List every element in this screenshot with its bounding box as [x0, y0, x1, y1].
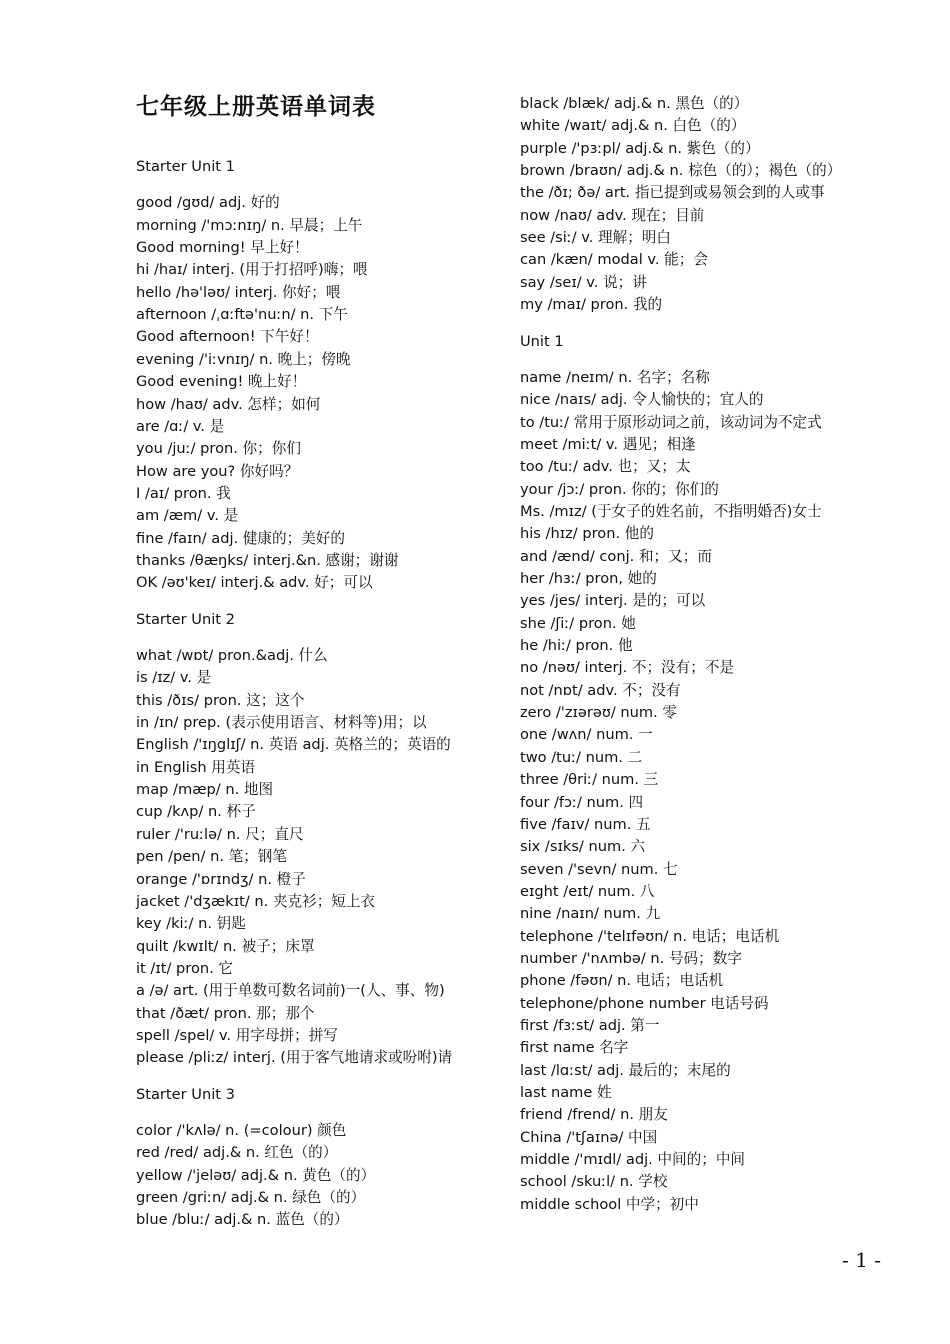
- vocab-entry: number /'nʌmbə/ n. 号码；数字: [520, 949, 742, 967]
- vocab-entry: nine /naɪn/ num. 九: [520, 905, 661, 923]
- vocab-entry: How are you? 你好吗？: [136, 462, 299, 480]
- vocab-entry: quilt /kwɪlt/ n. 被子；床罩: [136, 937, 315, 955]
- vocab-entry: purple /'pɜːpl/ adj.& n. 紫色（的）: [520, 139, 760, 157]
- vocab-entry: Good afternoon! 下午好！: [136, 328, 319, 346]
- vocab-entry: in /ɪn/ prep. (表示使用语言、材料等)用；以: [136, 714, 427, 732]
- vocab-entry: pen /pen/ n. 笔；钢笔: [136, 848, 287, 866]
- vocab-entry: he /hiː/ pron. 他: [520, 637, 633, 655]
- unit-heading: Starter Unit 3: [136, 1085, 235, 1103]
- vocab-entry: green /griːn/ adj.& n. 绿色（的）: [136, 1189, 366, 1207]
- vocab-entry: three /θriː/ num. 三: [520, 771, 659, 789]
- vocab-entry: middle /'mɪdl/ adj. 中间的；中间: [520, 1151, 746, 1169]
- vocab-entry: it /ɪt/ pron. 它: [136, 959, 234, 977]
- vocab-entry: last name 姓: [520, 1084, 612, 1102]
- vocab-entry: meet /miːt/ v. 遇见；相逢: [520, 435, 696, 453]
- vocab-entry: what /wɒt/ pron.&adj. 什么: [136, 647, 328, 664]
- vocab-entry: thanks /θæŋks/ interj.&n. 感谢；谢谢: [136, 551, 399, 569]
- vocab-entry: good /gʊd/ adj. 好的: [136, 194, 280, 212]
- vocab-entry: that /ðæt/ pron. 那；那个: [136, 1004, 315, 1022]
- vocab-entry: black /blæk/ adj.& n. 黑色（的）: [520, 95, 749, 112]
- vocab-entry: is /ɪz/ v. 是: [136, 669, 212, 687]
- vocab-entry: English /'ɪŋglɪʃ/ n. 英语 adj. 英格兰的；英语的: [136, 736, 451, 754]
- vocab-entry: how /haʊ/ adv. 怎样；如何: [136, 395, 321, 413]
- vocab-entry: say /seɪ/ v. 说；讲: [520, 273, 647, 291]
- vocab-entry: in English 用英语: [136, 758, 256, 776]
- vocab-entry: yellow /'jeləʊ/ adj.& n. 黄色（的）: [136, 1166, 376, 1184]
- vocab-entry: hello /hə'ləʊ/ interj. 你好；喂: [136, 283, 341, 301]
- vocab-entry: her /hɜː/ pron, 她的: [520, 570, 657, 587]
- vocab-entry: zero /'zɪərəʊ/ num. 零: [520, 704, 678, 722]
- vocab-entry: too /tuː/ adv. 也；又；太: [520, 458, 691, 476]
- unit-heading: Unit 1: [520, 332, 564, 350]
- vocab-entry: now /naʊ/ adv. 现在；目前: [520, 206, 705, 224]
- vocab-entry: five /faɪv/ num. 五: [520, 815, 651, 833]
- vocab-entry: white /waɪt/ adj.& n. 白色（的）: [520, 117, 746, 135]
- unit-heading: Starter Unit 1: [136, 158, 235, 175]
- unit-heading: Starter Unit 2: [136, 610, 235, 628]
- vocab-entry: not /nɒt/ adv. 不；没有: [520, 681, 681, 699]
- vocab-entry: Good evening! 晚上好！: [136, 373, 307, 391]
- vocab-entry: blue /bluː/ adj.& n. 蓝色（的）: [136, 1211, 349, 1229]
- vocab-entry: see /siː/ v. 理解；明白: [520, 229, 671, 247]
- vocab-entry: telephone /'telɪfəʊn/ n. 电话；电话机: [520, 927, 780, 945]
- vocab-entry: school /skuːl/ n. 学校: [520, 1173, 668, 1191]
- vocab-entry: four /fɔː/ num. 四: [520, 793, 644, 811]
- vocab-entry: name /neɪm/ n. 名字；名称: [520, 368, 710, 386]
- page-title: 七年级上册英语单词表: [136, 94, 376, 120]
- vocab-entry: are /ɑː/ v. 是: [136, 417, 225, 435]
- vocab-entry: his /hɪz/ pron. 他的: [520, 525, 654, 543]
- vocab-entry: Good morning! 早上好！: [136, 239, 309, 257]
- vocab-entry: orange /'ɒrɪndʒ/ n. 橙子: [136, 870, 306, 888]
- page-number: - 1 -: [842, 1248, 881, 1272]
- vocab-entry: first /fɜːst/ adj. 第一: [520, 1017, 660, 1034]
- vocab-entry: OK /əʊ'keɪ/ interj.& adv. 好；可以: [136, 574, 373, 592]
- vocab-entry: eɪght /eɪt/ num. 八: [520, 882, 655, 900]
- vocab-entry: China /'tʃaɪnə/ 中国: [520, 1128, 658, 1146]
- vocab-entry: friend /frend/ n. 朋友: [520, 1106, 668, 1124]
- vocab-entry: jacket /'dʒækɪt/ n. 夹克衫；短上衣: [136, 892, 376, 910]
- vocab-entry: to /tuː/ 常用于原形动词之前，该动词为不定式: [520, 413, 822, 431]
- vocab-entry: you /juː/ pron. 你；你们: [136, 440, 301, 458]
- vocab-entry: ruler /'ruːlə/ n. 尺；直尺: [136, 825, 304, 843]
- vocab-entry: she /ʃiː/ pron. 她: [520, 614, 636, 632]
- vocab-entry: middle school 中学；初中: [520, 1195, 699, 1213]
- vocab-entry: key /kiː/ n. 钥匙: [136, 915, 246, 933]
- vocab-entry: this /ðɪs/ pron. 这；这个: [136, 691, 305, 709]
- vocab-entry: and /ænd/ conj. 和；又；而: [520, 547, 712, 565]
- vocab-entry: your /jɔː/ pron. 你的；你们的: [520, 480, 719, 498]
- vocab-entry: last /lɑːst/ adj. 最后的；末尾的: [520, 1061, 731, 1079]
- vocab-entry: hi /haɪ/ interj. (用于打招呼)嗨；喂: [136, 261, 368, 279]
- vocab-entry: nice /naɪs/ adj. 令人愉快的；宜人的: [520, 391, 764, 409]
- vocab-entry: I /aɪ/ pron. 我: [136, 484, 231, 502]
- vocab-entry: morning /'mɔːnɪŋ/ n. 早晨；上午: [136, 216, 363, 234]
- vocab-entry: evening /'iːvnɪŋ/ n. 晚上；傍晚: [136, 350, 351, 368]
- vocab-entry: afternoon /ˌɑːftə'nuːn/ n. 下午: [136, 306, 348, 324]
- vocab-entry: phone /fəʊn/ n. 电话；电话机: [520, 972, 724, 990]
- vocab-entry: a /ə/ art. (用于单数可数名词前)一(人、事、物): [136, 982, 445, 1000]
- vocab-entry: brown /braʊn/ adj.& n. 棕色（的）；褐色（的）: [520, 162, 842, 180]
- vocab-entry: Ms. /mɪz/ (于女子的姓名前，不指明婚否)女士: [520, 502, 822, 520]
- vocab-entry: map /mæp/ n. 地图: [136, 781, 274, 799]
- vocab-entry: first name 名字: [520, 1039, 629, 1057]
- vocab-entry: am /æm/ v. 是: [136, 507, 239, 525]
- vocab-entry: the /ðɪ; ðə/ art. 指已提到或易领会到的人或事: [520, 184, 825, 202]
- vocab-entry: six /sɪks/ num. 六: [520, 838, 646, 856]
- vocab-entry: fine /faɪn/ adj. 健康的；美好的: [136, 529, 345, 547]
- vocab-entry: two /tuː/ num. 二: [520, 748, 643, 766]
- vocab-entry: please /pliːz/ interj. (用于客气地请求或吩咐)请: [136, 1049, 453, 1067]
- vocab-entry: cup /kʌp/ n. 杯子: [136, 803, 256, 821]
- vocab-entry: yes /jes/ interj. 是的；可以: [520, 592, 706, 610]
- vocab-entry: telephone/phone number 电话号码: [520, 994, 769, 1012]
- vocab-entry: red /red/ adj.& n. 红色（的）: [136, 1144, 338, 1162]
- vocab-entry: color /'kʌlə/ n. (=colour) 颜色: [136, 1122, 347, 1139]
- vocab-entry: my /maɪ/ pron. 我的: [520, 296, 663, 314]
- vocab-entry: spell /spel/ v. 用字母拼；拼写: [136, 1026, 338, 1044]
- vocab-entry: no /nəʊ/ interj. 不；没有；不是: [520, 659, 735, 677]
- vocab-entry: seven /'sevn/ num. 七: [520, 860, 678, 878]
- vocab-entry: one /wʌn/ num. 一: [520, 726, 653, 744]
- vocab-entry: can /kæn/ modal v. 能；会: [520, 251, 708, 269]
